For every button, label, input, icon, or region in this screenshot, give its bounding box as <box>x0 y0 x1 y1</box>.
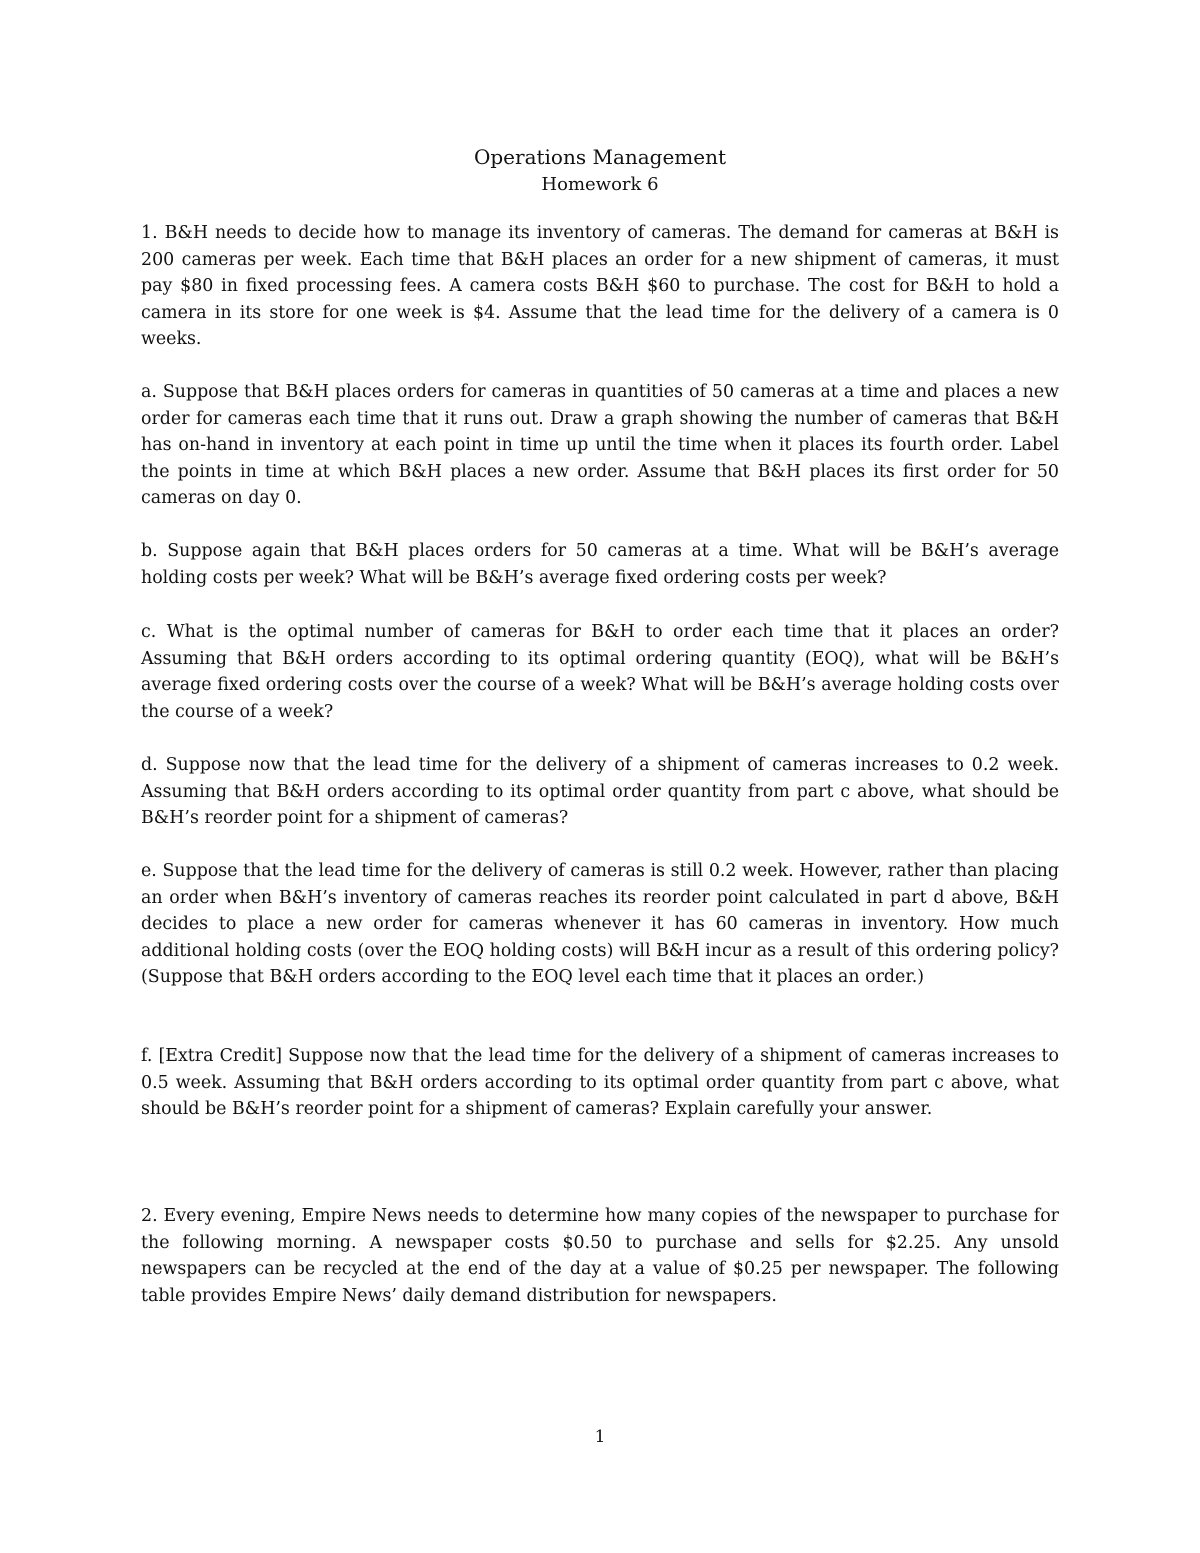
question-1f-paragraph: f. [Extra Credit] Suppose now that the lead time for the delivery of a shipment of cameras increases to 0.5 week. Assuming that B&H orders according to its optimal order quantity from part c above, what should be B&H’s reorder point for a shipment of cameras? Explain carefully your answer. <box>141 1046 1059 1120</box>
document-subtitle: Homework 6 <box>541 174 659 195</box>
question-1e-paragraph: e. Suppose that the lead time for the delivery of cameras is still 0.2 week. However, rather than placing an order when B&H’s inventory of cameras reaches its reorder point calculated in part d above, B&H decides to place a new order for cameras whenever it has 60 cameras in inventory. How much additional holding costs (over the EOQ holding costs) will B&H incur as a result of this ordering policy? (Suppose that B&H orders according to the EOQ level each time that it places an order.) <box>141 861 1059 988</box>
document-title: Operations Management <box>473 145 727 169</box>
question-1a-paragraph: a. Suppose that B&H places orders for cameras in quantities of 50 cameras at a time and places a new order for cameras each time that it runs out. Draw a graph showing the number of cameras that B&H has on-hand in inventory at each point in time up until the time when it places its fourth order. Label the points in time at which B&H places a new order. Assume that B&H places its first order for 50 cameras on day 0. <box>141 382 1059 509</box>
question-1c-paragraph: c. What is the optimal number of cameras for B&H to order each time that it places an order? Assuming that B&H orders according to its optimal ordering quantity (EOQ), what will be B&H’s average fixed ordering costs over the course of a week? What will be B&H’s average holding costs over the course of a week? <box>141 622 1059 722</box>
question-1d-paragraph: d. Suppose now that the lead time for the delivery of a shipment of cameras increases to 0.2 week. Assuming that B&H orders according to its optimal order quantity from part c above, what should be B&H’s reorder point for a shipment of cameras? <box>141 755 1059 829</box>
question-2-paragraph: 2. Every evening, Empire News needs to determine how many copies of the newspaper to purchase for the following morning. A newspaper costs $0.50 to purchase and sells for $2.25. Any unsold newspapers can be recycled at the end of the day at a value of $0.25 per newspaper. The following table provides Empire News’ daily demand distribution for newspapers. <box>141 1206 1059 1306</box>
question-1-paragraph: 1. B&H needs to decide how to manage its inventory of cameras. The demand for cameras at B&H is 200 cameras per week. Each time that B&H places an order for a new shipment of cameras, it must pay $80 in fixed processing fees. A camera costs B&H $60 to purchase. The cost for B&H to hold a camera in its store for one week is $4. Assume that the lead time for the delivery of a camera is 0 weeks. <box>141 223 1059 350</box>
question-1b-paragraph: b. Suppose again that B&H places orders for 50 cameras at a time. What will be B&H’s average holding costs per week? What will be B&H’s average fixed ordering costs per week? <box>141 541 1059 588</box>
page-number: 1 <box>594 1427 606 1447</box>
